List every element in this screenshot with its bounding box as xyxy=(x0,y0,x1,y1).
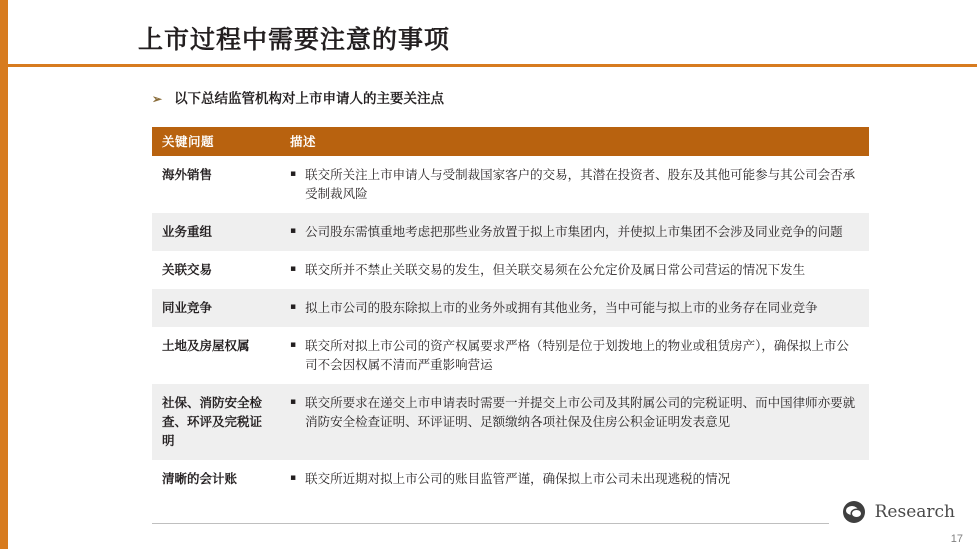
row-key: 清晰的会计账 xyxy=(152,460,280,498)
square-bullet-icon: ▪ xyxy=(290,302,297,312)
table-row xyxy=(152,460,869,498)
row-description-text: 联交所近期对拟上市公司的账目监管严谨，确保拟上市公司未出现逃税的情况 xyxy=(305,471,731,486)
table-body xyxy=(152,156,869,498)
row-description-text: 联交所对拟上市公司的资产权属要求严格（特别是位于划拨地上的物业或租赁房产），确保拟上市公司不会因权属不清而严重影响营运 xyxy=(305,338,849,372)
row-description xyxy=(280,156,869,213)
row-description xyxy=(280,460,869,498)
table-row xyxy=(152,384,869,460)
lead-bullet-text: 以下总结监管机构对上市申请人的主要关注点 xyxy=(174,91,445,107)
square-bullet-icon: ▪ xyxy=(290,340,297,350)
page-number: 17 xyxy=(950,533,963,545)
row-description-text: 公司股东需慎重地考虑把那些业务放置于拟上市集团内，并使拟上市集团不会涉及同业竞争的问题 xyxy=(305,224,843,239)
row-key: 业务重组 xyxy=(152,213,280,251)
table-row xyxy=(152,251,869,289)
arrow-bullet-icon: ➢ xyxy=(152,92,163,106)
square-bullet-icon: ▪ xyxy=(290,473,297,483)
row-description-text: 拟上市公司的股东除拟上市的业务外或拥有其他业务，当中可能与拟上市的业务存在同业竞争 xyxy=(305,300,818,315)
row-description-text: 联交所并不禁止关联交易的发生，但关联交易须在公允定价及属日常公司营运的情况下发生 xyxy=(305,262,806,277)
title-divider xyxy=(8,64,977,67)
row-key: 关联交易 xyxy=(152,251,280,289)
table-row xyxy=(152,289,869,327)
table-row xyxy=(152,327,869,384)
row-description xyxy=(280,384,869,460)
wechat-icon xyxy=(843,501,865,523)
lead-bullet xyxy=(152,90,444,108)
table-header-row xyxy=(152,127,869,156)
row-description-text: 联交所要求在递交上市申请表时需要一并提交上市公司及其附属公司的完税证明、而中国律师亦要就消防安全检查证明、环评证明、足额缴纳各项社保及住房公积金证明发表意见 xyxy=(305,395,856,429)
row-key: 社保、消防安全检查、环评及完税证明 xyxy=(152,384,280,460)
table-bottom-divider xyxy=(152,523,829,524)
page-title: 上市过程中需要注意的事项 xyxy=(138,25,451,54)
square-bullet-icon: ▪ xyxy=(290,226,297,236)
row-description-text: 联交所关注上市申请人与受制裁国家客户的交易，其潜在投资者、股东及其他可能参与其公司会否承受制裁风险 xyxy=(305,167,856,201)
column-header-description: 描述 xyxy=(280,127,869,156)
key-issues-table xyxy=(152,127,869,498)
row-description xyxy=(280,251,869,289)
square-bullet-icon: ▪ xyxy=(290,264,297,274)
row-key: 土地及房屋权属 xyxy=(152,327,280,384)
research-badge xyxy=(843,501,955,523)
row-description xyxy=(280,327,869,384)
square-bullet-icon: ▪ xyxy=(290,397,297,407)
column-header-key-issue: 关键问题 xyxy=(152,127,280,156)
row-key: 海外销售 xyxy=(152,156,280,213)
table-row xyxy=(152,213,869,251)
row-description xyxy=(280,289,869,327)
left-accent-bar xyxy=(0,0,8,549)
table-row xyxy=(152,156,869,213)
row-key: 同业竞争 xyxy=(152,289,280,327)
square-bullet-icon: ▪ xyxy=(290,169,297,179)
row-description xyxy=(280,213,869,251)
research-label: Research xyxy=(874,502,955,522)
table-header xyxy=(152,127,869,156)
